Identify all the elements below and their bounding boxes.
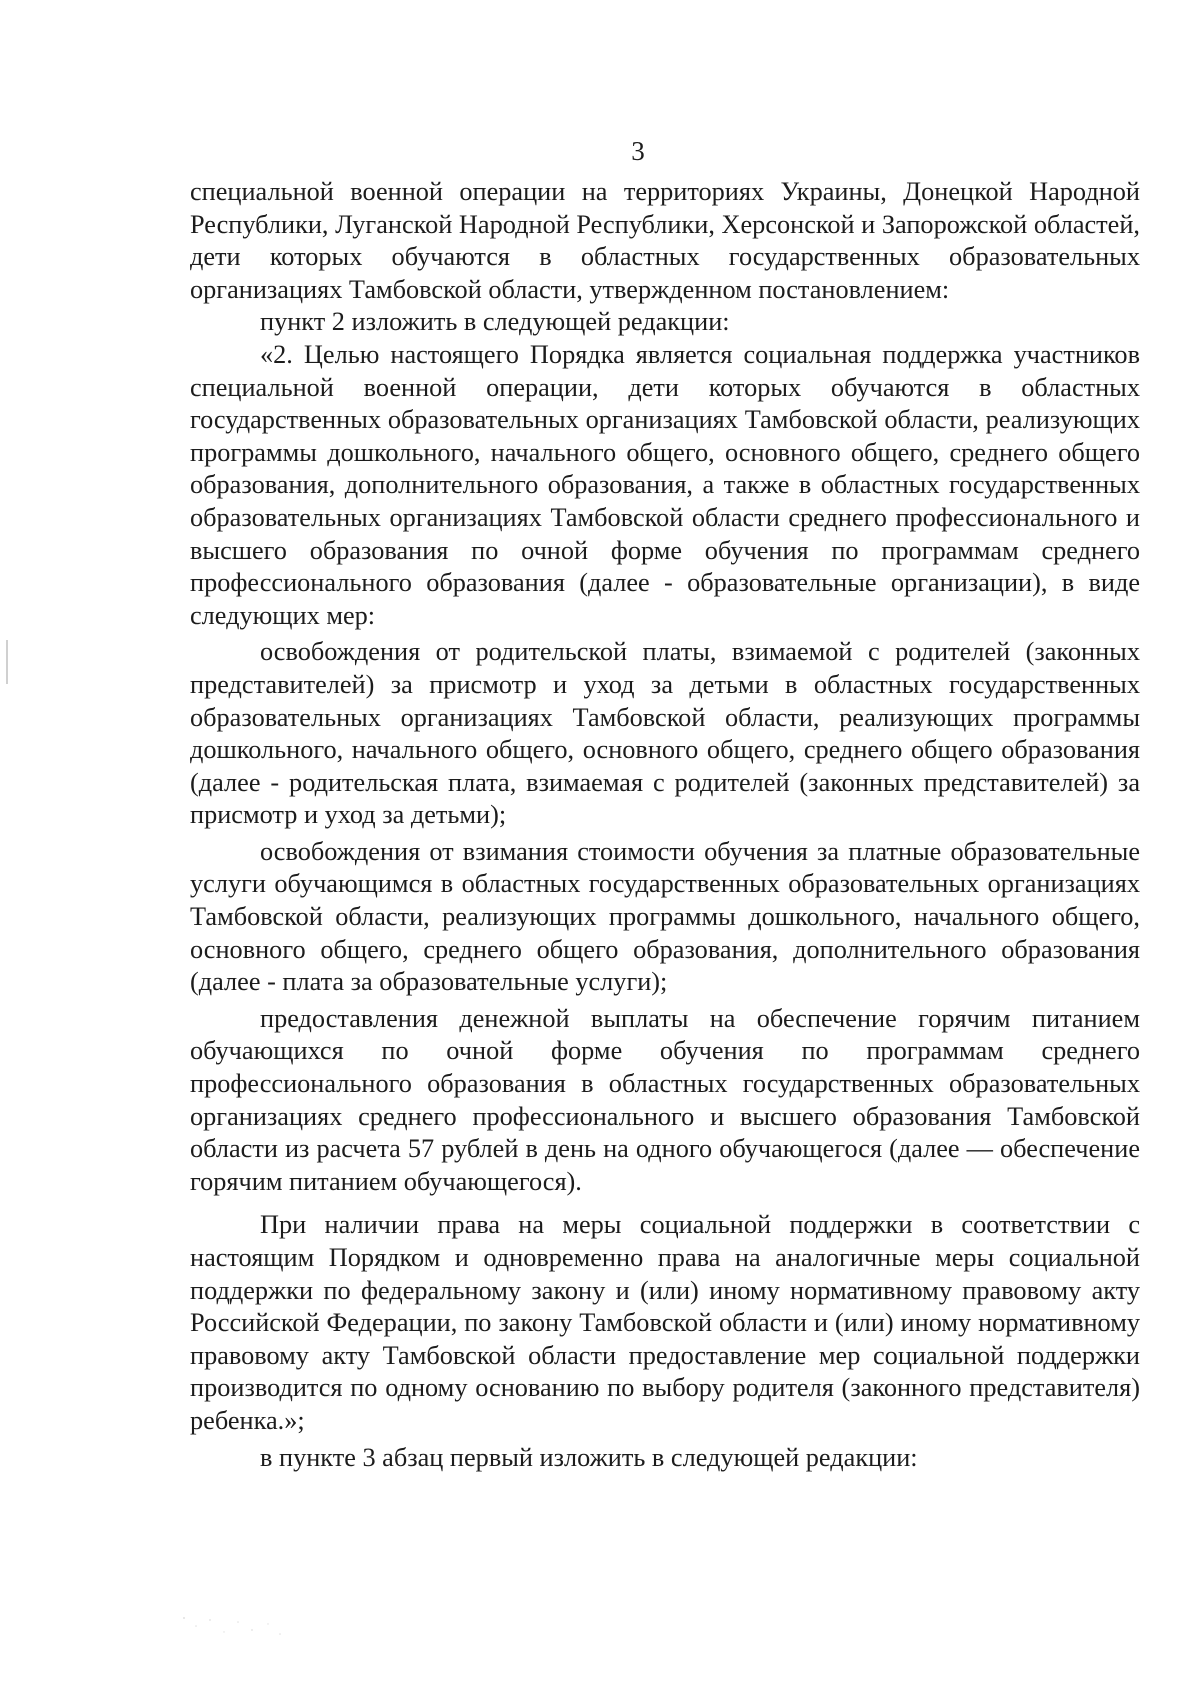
paragraph-measure-hot-meals: предоставления денежной выплаты на обеспечение горячим питанием обучающихся по очной форме обучения по программам среднего профессионального образования в областных государственных образовательных организациях среднего профессионального и высшего образования Тамбовской области из расчета 57 рублей в день на одного обучающегося (далее — обеспечение горячим питанием обучающегося). [190,1003,1140,1196]
paragraph-amend-point-2: пункт 2 изложить в следующей редакции: [260,307,730,337]
page-number: 3 [631,136,645,166]
paragraph-measure-paid-services: освобождения от взимания стоимости обучения за платные образовательные услуги обучающимся в областных государственных образовательных организациях Тамбовской области, реализующих программы дошкольного, начального общего, основного общего, среднего общего образования, дополнительного образования (далее - плата за образовательные услуги); [190,836,1140,997]
scan-speckle [178,1612,288,1640]
paragraph-support-choice: При наличии права на меры социальной поддержки в соответствии с настоящим Порядком и одновременно права на аналогичные меры социальной поддержки по федеральному закону и (или) иному нормативному правовому акту Российской Федерации, по закону Тамбовской области и (или) иному нормативному правовому акту Тамбовской области предоставление мер социальной поддержки производится по одному основанию по выбору родителя (законного представителя) ребенка.»; [190,1210,1140,1435]
paragraph-amend-point-3: в пункте 3 абзац первый изложить в следующей редакции: [260,1442,918,1472]
paragraph-point-2-text: «2. Целью настоящего Порядка является социальная поддержка участников специальной военной операции, дети которых обучаются в областных государственных образовательных организациях Тамбовской области, реализующих программы дошкольного, начального общего, основного общего, среднего общего образования, дополнительного образования, а также в областных государственных образовательных организациях Тамбовской области среднего профессионального и высшего образования по очной форме обучения по программам среднего профессионального образования (далее - образовательные организации), в виде следующих мер: [190,339,1140,630]
document-body [190,176,1140,1474]
paragraph-measure-parental-fee: освобождения от родительской платы, взимаемой с родителей (законных представителей) за присмотр и уход за детьми в областных государственных образовательных организациях Тамбовской области, реализующих программы дошкольного, начального общего, основного общего, среднего общего образования (далее - родительская плата, взимаемая с родителей (законных представителей) за присмотр и уход за детьми); [190,637,1140,830]
paragraph-continuation: специальной военной операции на территориях Украины, Донецкой Народной Республики, Луганской Народной Республики, Херсонской и Запорожской областей, дети которых обучаются в областных государственных образовательных организациях Тамбовской области, утвержденном постановлением: [190,177,1140,304]
scan-edge-mark [6,640,8,684]
